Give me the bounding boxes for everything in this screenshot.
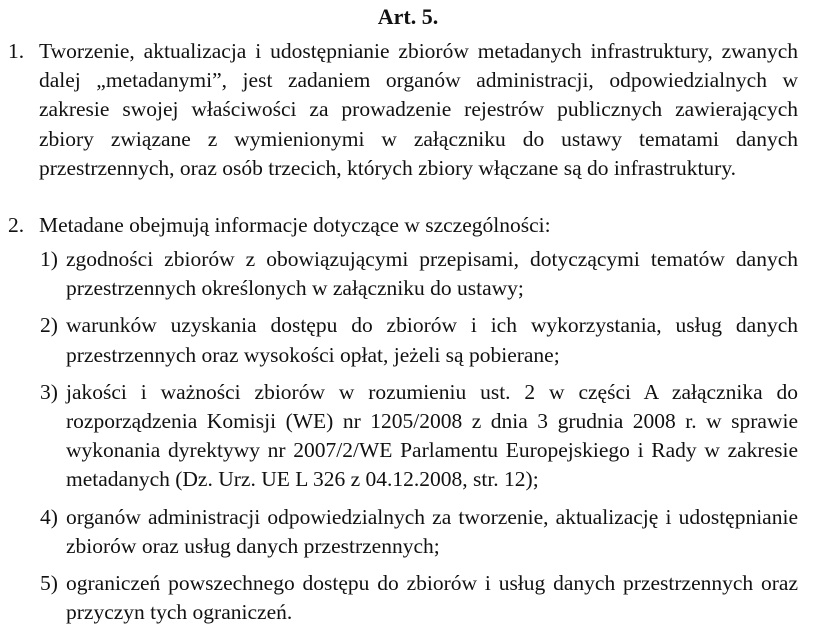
list-item-4-text: organów administracji odpowiedzialnych za tworzenie, aktualizację i udostępnianie zbiorów oraz usług danych przestrzennych; [66,504,798,558]
list-item-1-number: 1) [40,247,58,271]
list-item-1-text: zgodności zbiorów z obowiązującymi przepisami, dotyczącymi tematów danych przestrzennych określonych w załączniku do ustawy; [66,247,798,301]
list-item-4 [40,503,798,561]
list-item-4-number: 4) [40,504,58,529]
list-item-5 [40,569,798,627]
paragraph-1-number: 1. [8,39,25,63]
article-title: Art. 5. [377,4,439,29]
list-item-2 [40,311,798,369]
list-item-1 [40,245,798,303]
paragraph-2-item-list [40,245,798,635]
paragraph-2-text: Metadane obejmują informacje dotyczące w szczególności: [39,213,551,237]
paragraph-1-text: Tworzenie, aktualizacja i udostępnianie zbiorów metadanych infrastruktury, zwanych dalej „metadanymi”, jest zadaniem organów administracji, odpowiedzialnych w zakresie swojej właściwości za prowadzenie rejestrów publicznych zawierających zbiory związane z wymienionymi w załączniku do ustawy tematami danych przestrzennych, oraz osób trzecich, których zbiory włączane są do infrastruktury. [39,39,798,180]
list-item-5-number: 5) [40,571,58,596]
list-item-3-text: jakości i ważności zbiorów w rozumieniu ust. 2 w części A załącznika do rozporządzenia Komisji (WE) nr 1205/2008 z dnia 3 grudnia 2008 r. w sprawie wykonania dyrektywy nr 2007/2/WE Parlamentu Europejskiego i Rady w zakresie metadanych (Dz. Urz. UE L 326 z 04.12.2008, str. 12); [66,379,798,492]
paragraph-2-number: 2. [8,213,25,237]
list-item-5-text: ograniczeń powszechnego dostępu do zbiorów i usług danych przestrzennych oraz przyczyn tych ograniczeń. [66,571,798,625]
paragraph-2 [8,211,798,240]
list-item-2-number: 2) [40,313,58,338]
paragraph-1 [8,37,798,183]
list-item-2-text: warunków uzyskania dostępu do zbiorów i ich wykorzystania, usług danych przestrzennych oraz wysokości opłat, jeżeli są pobierane; [66,313,798,367]
list-item-3 [40,378,798,495]
list-item-3-number: 3) [40,379,58,404]
